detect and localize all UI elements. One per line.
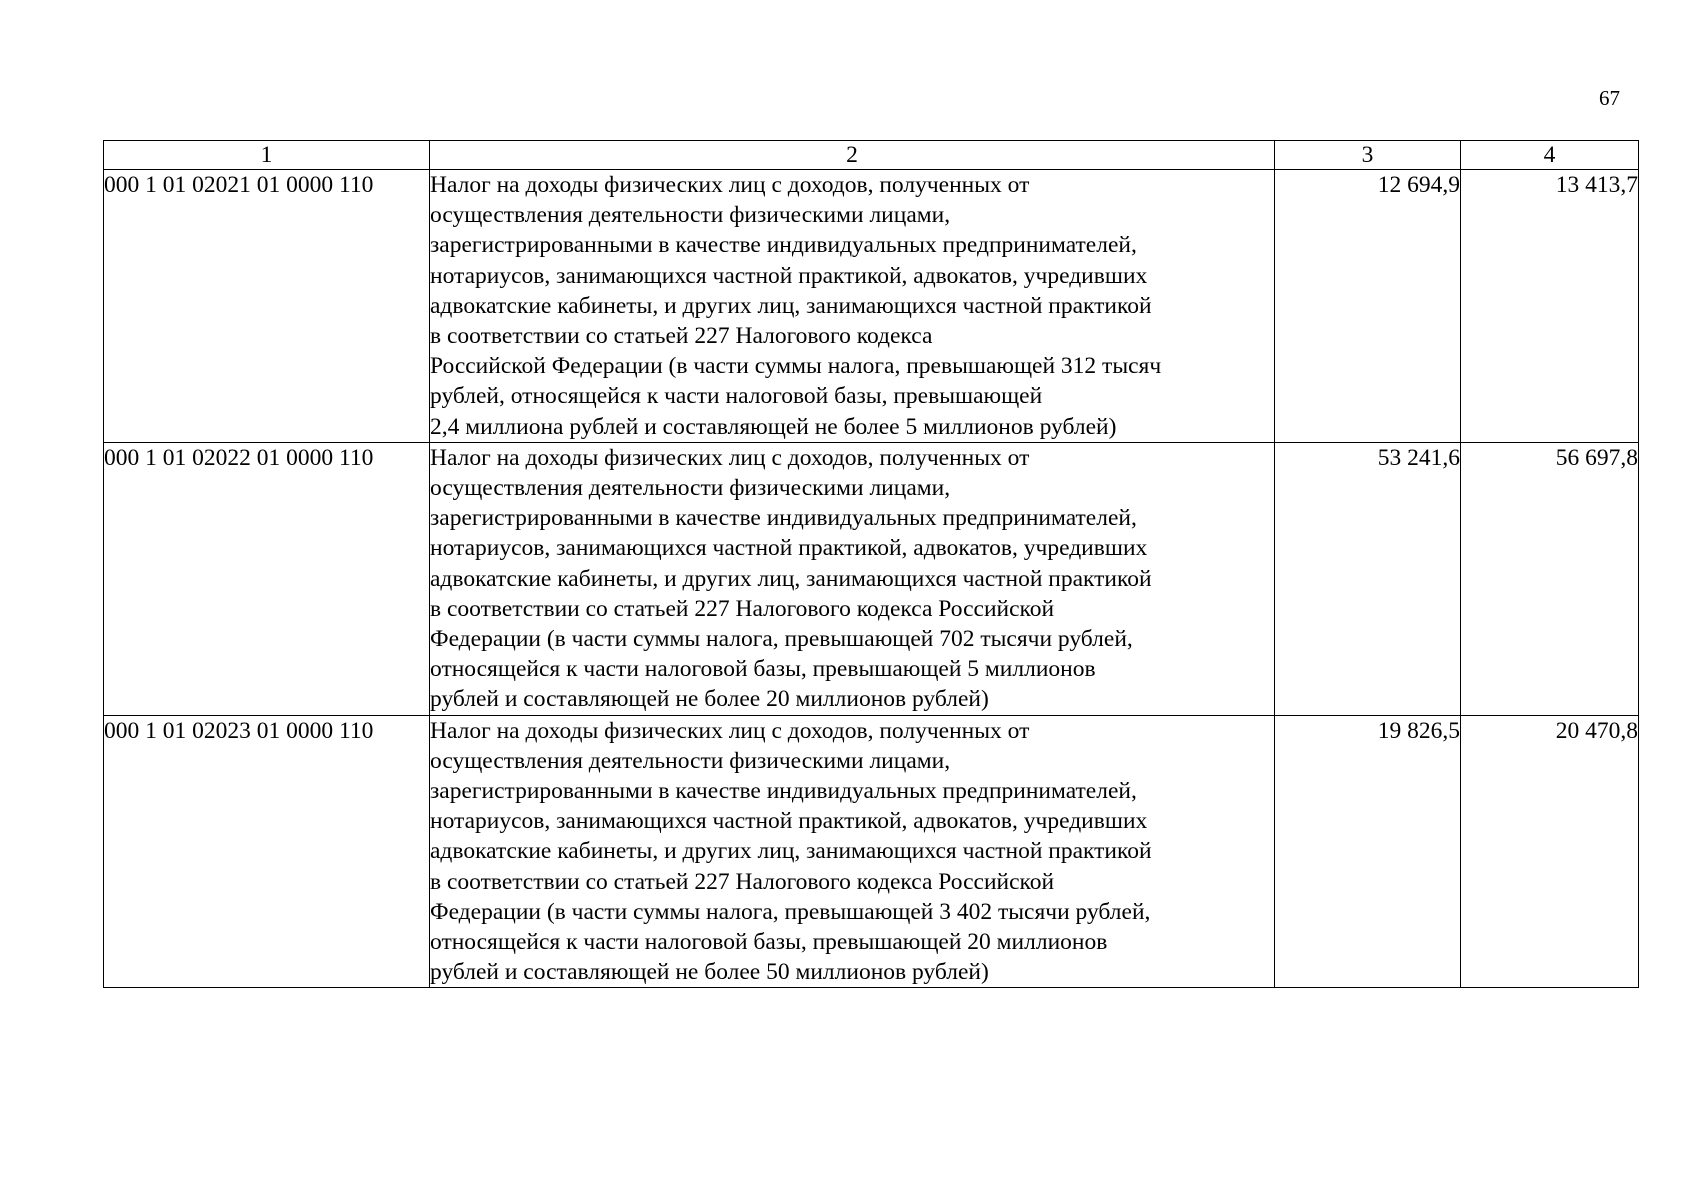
header-col-1: 1 — [104, 141, 430, 170]
budget-code: 000 1 01 02023 01 0000 110 — [104, 715, 430, 988]
description-line: осуществления деятельности физическими лицами, — [430, 475, 951, 502]
amount-col-3: 53 241,6 — [1275, 442, 1461, 715]
description-line: зарегистрированными в качестве индивидуальных предпринимателей, — [430, 232, 1137, 259]
budget-code: 000 1 01 02021 01 0000 110 — [104, 170, 430, 443]
description-line: осуществления деятельности физическими лицами, — [430, 202, 951, 229]
income-description — [430, 715, 1275, 988]
description-line: в соответствии со статьей 227 Налогового кодекса — [430, 323, 933, 350]
description-line: 2,4 миллиона рублей и составляющей не более 5 миллионов рублей) — [430, 413, 1117, 440]
description-line: относящейся к части налоговой базы, превышающей 5 миллионов — [430, 656, 1096, 683]
description-line: в соответствии со статьей 227 Налогового кодекса Российской — [430, 595, 1055, 622]
description-line: в соответствии со статьей 227 Налогового кодекса Российской — [430, 868, 1055, 895]
description-line: нотариусов, занимающихся частной практикой, адвокатов, учредивших — [430, 535, 1148, 562]
table-header-row — [104, 141, 1639, 170]
description-line: адвокатские кабинеты, и других лиц, занимающихся частной практикой — [430, 292, 1152, 319]
description-line: осуществления деятельности физическими лицами, — [430, 747, 951, 774]
header-col-4: 4 — [1461, 141, 1639, 170]
income-description — [430, 170, 1275, 443]
income-description — [430, 442, 1275, 715]
description-line: нотариусов, занимающихся частной практикой, адвокатов, учредивших — [430, 808, 1148, 835]
amount-col-4: 56 697,8 — [1461, 442, 1639, 715]
description-line: Налог на доходы физических лиц с доходов, полученных от — [430, 444, 1030, 471]
description-line: Федерации (в части суммы налога, превышающей 702 тысячи рублей, — [430, 626, 1133, 653]
table-row — [104, 170, 1639, 443]
description-line: зарегистрированными в качестве индивидуальных предпринимателей, — [430, 778, 1137, 805]
budget-code: 000 1 01 02022 01 0000 110 — [104, 442, 430, 715]
description-line: зарегистрированными в качестве индивидуальных предпринимателей, — [430, 505, 1137, 532]
description-line: нотариусов, занимающихся частной практикой, адвокатов, учредивших — [430, 262, 1148, 289]
header-col-3: 3 — [1275, 141, 1461, 170]
description-line: рублей и составляющей не более 50 миллионов рублей) — [430, 959, 989, 986]
description-line: Налог на доходы физических лиц с доходов, полученных от — [430, 172, 1030, 198]
amount-col-4: 20 470,8 — [1461, 715, 1639, 988]
budget-table — [103, 140, 1639, 988]
description-line: относящейся к части налоговой базы, превышающей 20 миллионов — [430, 929, 1108, 956]
description-line: адвокатские кабинеты, и других лиц, занимающихся частной практикой — [430, 565, 1152, 592]
page-number: 67 — [1599, 86, 1620, 110]
table-row — [104, 442, 1639, 715]
description-line: Федерации (в части суммы налога, превышающей 3 402 тысячи рублей, — [430, 898, 1151, 925]
amount-col-3: 12 694,9 — [1275, 170, 1461, 443]
description-line: адвокатские кабинеты, и других лиц, занимающихся частной практикой — [430, 838, 1152, 865]
description-line: Российской Федерации (в части суммы налога, превышающей 312 тысяч — [430, 353, 1162, 380]
table-row — [104, 715, 1639, 988]
description-line: рублей, относящейся к части налоговой базы, превышающей — [430, 383, 1043, 410]
amount-col-3: 19 826,5 — [1275, 715, 1461, 988]
description-line: Налог на доходы физических лиц с доходов, полученных от — [430, 717, 1030, 744]
header-col-2: 2 — [430, 141, 1275, 170]
description-line: рублей и составляющей не более 20 миллионов рублей) — [430, 686, 989, 713]
amount-col-4: 13 413,7 — [1461, 170, 1639, 443]
